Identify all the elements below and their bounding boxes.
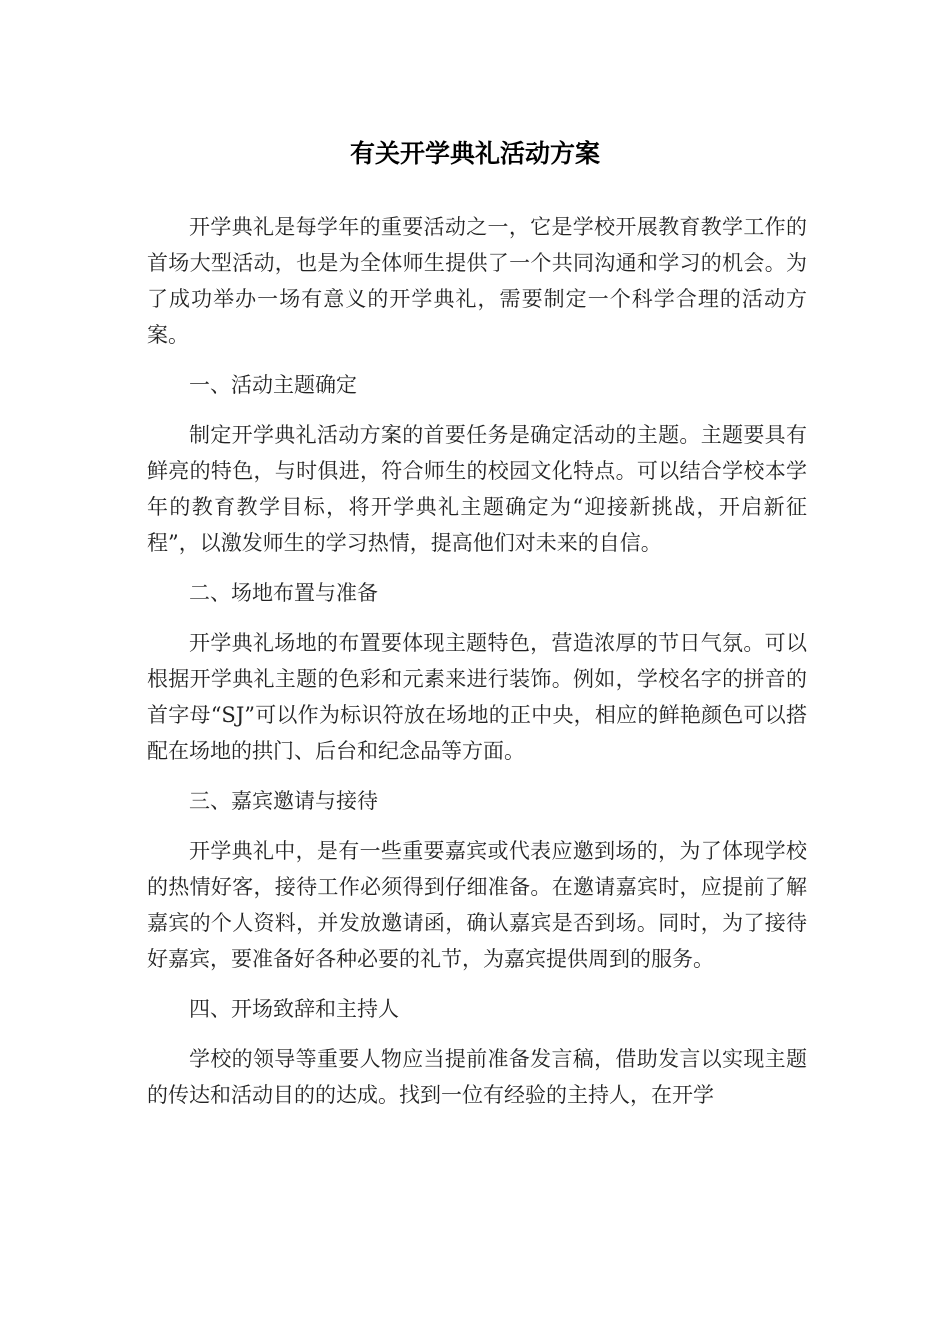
section-heading-venue: 二、场地布置与准备 xyxy=(189,581,378,605)
opening-paragraph: 学校的领导等重要人物应当提前准备发言稿，借助发言以实现主题的传达和活动目的的达成。找到一位有经验的主持人，在开学 xyxy=(147,1047,807,1107)
guests-paragraph: 开学典礼中，是有一些重要嘉宾或代表应邀到场的，为了体现学校的热情好客，接待工作必须得到仔细准备。在邀请嘉宾时，应提前了解嘉宾的个人资料，并发放邀请函，确认嘉宾是否到场。同时，为了接待好嘉宾，要准备好各种必要的礼节，为嘉宾提供周到的服务。 xyxy=(147,839,807,971)
venue-paragraph: 开学典礼场地的布置要体现主题特色，营造浓厚的节日气氛。可以根据开学典礼主题的色彩和元素来进行装饰。例如，学校名字的拼音的首字母“SJ”可以作为标识符放在场地的正中央，相应的鲜艳颜色可以搭配在场地的拱门、后台和纪念品等方面。 xyxy=(147,631,807,763)
section-heading-guests: 三、嘉宾邀请与接待 xyxy=(189,789,378,813)
theme-paragraph: 制定开学典礼活动方案的首要任务是确定活动的主题。主题要具有鲜亮的特色，与时俱进，符合师生的校园文化特点。可以结合学校本学年的教育教学目标，将开学典礼主题确定为“迎接新挑战，开启新征程”，以激发师生的学习热情，提高他们对未来的自信。 xyxy=(147,423,807,555)
document-title: 有关开学典礼活动方案 xyxy=(349,139,600,168)
intro-paragraph: 开学典礼是每学年的重要活动之一，它是学校开展教育教学工作的首场大型活动，也是为全体师生提供了一个共同沟通和学习的机会。为了成功举办一场有意义的开学典礼，需要制定一个科学合理的活动方案。 xyxy=(147,215,807,347)
section-heading-theme: 一、活动主题确定 xyxy=(189,373,357,397)
section-heading-opening: 四、开场致辞和主持人 xyxy=(189,997,399,1021)
document-body xyxy=(147,209,807,1127)
